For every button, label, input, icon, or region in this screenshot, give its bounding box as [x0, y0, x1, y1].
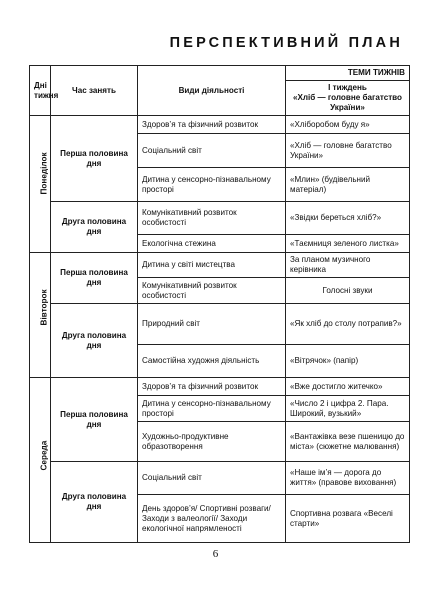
activity-cell: Комунікативний розвиток особистості [138, 202, 286, 235]
theme-cell: «Як хліб до столу потрапив?» [286, 304, 410, 345]
header-time: Час занять [51, 66, 138, 116]
theme-cell: «Вже достигло житечко» [286, 378, 410, 396]
activity-cell: Самостійна художня діяльність [138, 345, 286, 378]
table-row [30, 202, 410, 235]
theme-cell: «Вантажівка везе пшеницю до міста» (сюжетне малювання) [286, 422, 410, 462]
day-cell [30, 378, 51, 543]
theme-cell: «Число 2 і цифра 2. Пара. Широкий, вузький» [286, 396, 410, 422]
plan-table [29, 65, 410, 543]
table-row [30, 378, 410, 396]
activity-cell: Комунікативний розвиток особистості [138, 278, 286, 304]
activity-cell: Здоров’я та фізичний розвиток [138, 116, 286, 134]
day-label: Понеділок [39, 152, 49, 195]
activity-cell: Природний світ [138, 304, 286, 345]
table-row [30, 462, 410, 495]
activity-cell: Дитина у сенсорно-пізнавальному просторі [138, 396, 286, 422]
theme-cell: «Таємниця зеленого листка» [286, 235, 410, 253]
header-activities: Види діяльності [138, 66, 286, 116]
day-label: Вівторок [39, 289, 49, 326]
time-cell: Друга половина дня [51, 462, 138, 543]
table-row [30, 253, 410, 278]
theme-cell: «Хліборобом буду я» [286, 116, 410, 134]
header-themes: ТЕМИ ТИЖНІВ [286, 66, 410, 81]
header-week-theme: «Хліб — головне багатство України» [293, 93, 402, 112]
time-cell: Перша половина дня [51, 116, 138, 202]
activity-cell: Дитина у сенсорно-пізнавальному просторі [138, 168, 286, 202]
theme-cell: «Наше ім’я — дорога до життя» (правове виховання) [286, 462, 410, 495]
theme-cell: «Млин» (будівельний матеріал) [286, 168, 410, 202]
day-cell [30, 253, 51, 378]
activity-cell: Екологічна стежина [138, 235, 286, 253]
time-cell: Перша половина дня [51, 378, 138, 462]
activity-cell: Соціальний світ [138, 462, 286, 495]
theme-cell: «Вітрячок» (папір) [286, 345, 410, 378]
day-cell [30, 116, 51, 253]
activity-cell: Соціальний світ [138, 134, 286, 168]
activity-cell: Художньо-продуктивне образотворення [138, 422, 286, 462]
theme-cell: Голосні звуки [286, 278, 410, 304]
page-title: ПЕРСПЕКТИВНИЙ ПЛАН [169, 35, 403, 51]
header-day: Дні тижня [30, 66, 51, 116]
theme-cell: «Звідки береться хліб?» [286, 202, 410, 235]
activity-cell: Здоров’я та фізичний розвиток [138, 378, 286, 396]
activity-cell: День здоров’я/ Спортивні розваги/ Заходи з валеології/ Заходи екологічної напрямленості [138, 495, 286, 543]
plan-body [30, 116, 410, 543]
table-row [30, 116, 410, 134]
time-cell: Друга половина дня [51, 202, 138, 253]
time-cell: Перша половина дня [51, 253, 138, 304]
theme-cell: За планом музичного керівника [286, 253, 410, 278]
table-row [30, 304, 410, 345]
header-week-number: І тиждень [328, 83, 367, 92]
day-label: Середа [39, 440, 49, 471]
activity-cell: Дитина у світі мистецтва [138, 253, 286, 278]
header-week [286, 81, 410, 116]
theme-cell: Спортивна розвага «Веселі старти» [286, 495, 410, 543]
page-number: 6 [212, 548, 219, 560]
time-cell: Друга половина дня [51, 304, 138, 378]
theme-cell: «Хліб — головне багатство України» [286, 134, 410, 168]
